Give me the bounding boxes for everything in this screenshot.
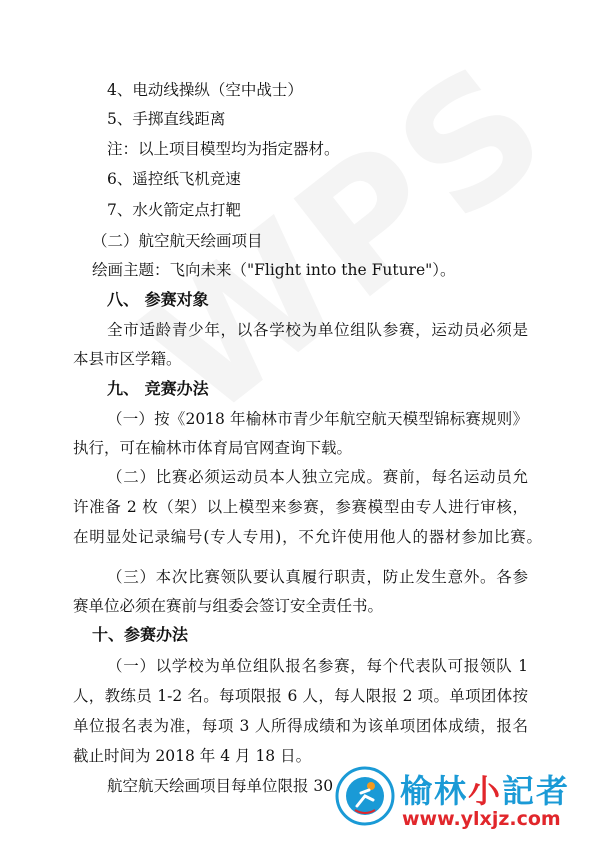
section-8-para-line-2: 本县市区学籍。 bbox=[73, 350, 182, 368]
section-9-p2-line-3: 在明显处记录编号(专人专用)，不允许使用他人的器材参加比赛。 bbox=[73, 528, 542, 546]
section-10-p1-line-1: （一）以学校为单位组队报名参赛，每个代表队可报领队 1 bbox=[107, 657, 528, 675]
section-8-para-line-1: 全市适龄青少年，以各学校为单位组队参赛，运动员必须是 bbox=[107, 321, 528, 339]
brand-name bbox=[400, 766, 570, 812]
section-10-p1-line-3: 单位报名表为准，每项 3 人所得成绩和为该单项团体成绩，报名 bbox=[73, 717, 528, 735]
section-9-p2-line-1: （二）比赛必须运动员本人独立完成。赛前，每名运动员允 bbox=[107, 468, 528, 486]
item-4: 4、电动线操纵（空中战士） bbox=[107, 81, 303, 99]
brand-url[interactable]: www.ylxjz.com bbox=[402, 808, 561, 830]
section-9-p1-line-1: （一）按《2018 年榆林市青少年航空航天模型锦标赛规则》 bbox=[107, 410, 528, 428]
section-10-p1-line-4: 截止时间为 2018 年 4 月 18 日。 bbox=[73, 747, 312, 765]
section-10-p1-line-2: 人，教练员 1-2 名。每项限报 6 人，每人限报 2 项。单项团体按 bbox=[73, 687, 528, 705]
painting-theme: 绘画主题：飞向未来（"Flight into the Future"）。 bbox=[92, 261, 456, 279]
section-9-heading: 九、 竞赛办法 bbox=[107, 379, 209, 398]
item-5: 5、手掷直线距离 bbox=[107, 110, 226, 128]
brand-name-part-3: 記者 bbox=[502, 772, 571, 810]
ylxjz-logo-icon bbox=[335, 766, 395, 826]
section-8-heading: 八、 参赛对象 bbox=[107, 290, 209, 309]
item-7: 7、水火箭定点打靶 bbox=[107, 201, 241, 219]
brand-name-part-2: 小 bbox=[468, 772, 503, 810]
section-9-p1-line-2: 执行，可在榆林市体育局官网查询下载。 bbox=[73, 439, 353, 457]
section-9-p2-line-2: 许准备 2 枚（架）以上模型来参赛，参赛模型由专人进行审核， bbox=[73, 498, 528, 516]
subsection-painting: （二）航空航天绘画项目 bbox=[92, 232, 263, 250]
item-6: 6、遥控纸飞机竞速 bbox=[107, 170, 241, 188]
section-10-heading: 十、参赛办法 bbox=[92, 625, 189, 644]
note-line: 注：以上项目模型均为指定器材。 bbox=[107, 140, 340, 158]
brand-name-part-1: 榆林 bbox=[400, 772, 469, 810]
section-9-p3-line-1: （三）本次比赛领队要认真履行职责，防止发生意外。各参 bbox=[107, 568, 528, 586]
section-9-p3-line-2: 赛单位必须在赛前与组委会签订安全责任书。 bbox=[73, 597, 384, 615]
section-10-p2-line-1: 航空航天绘画项目每单位限报 30 bbox=[107, 777, 334, 795]
